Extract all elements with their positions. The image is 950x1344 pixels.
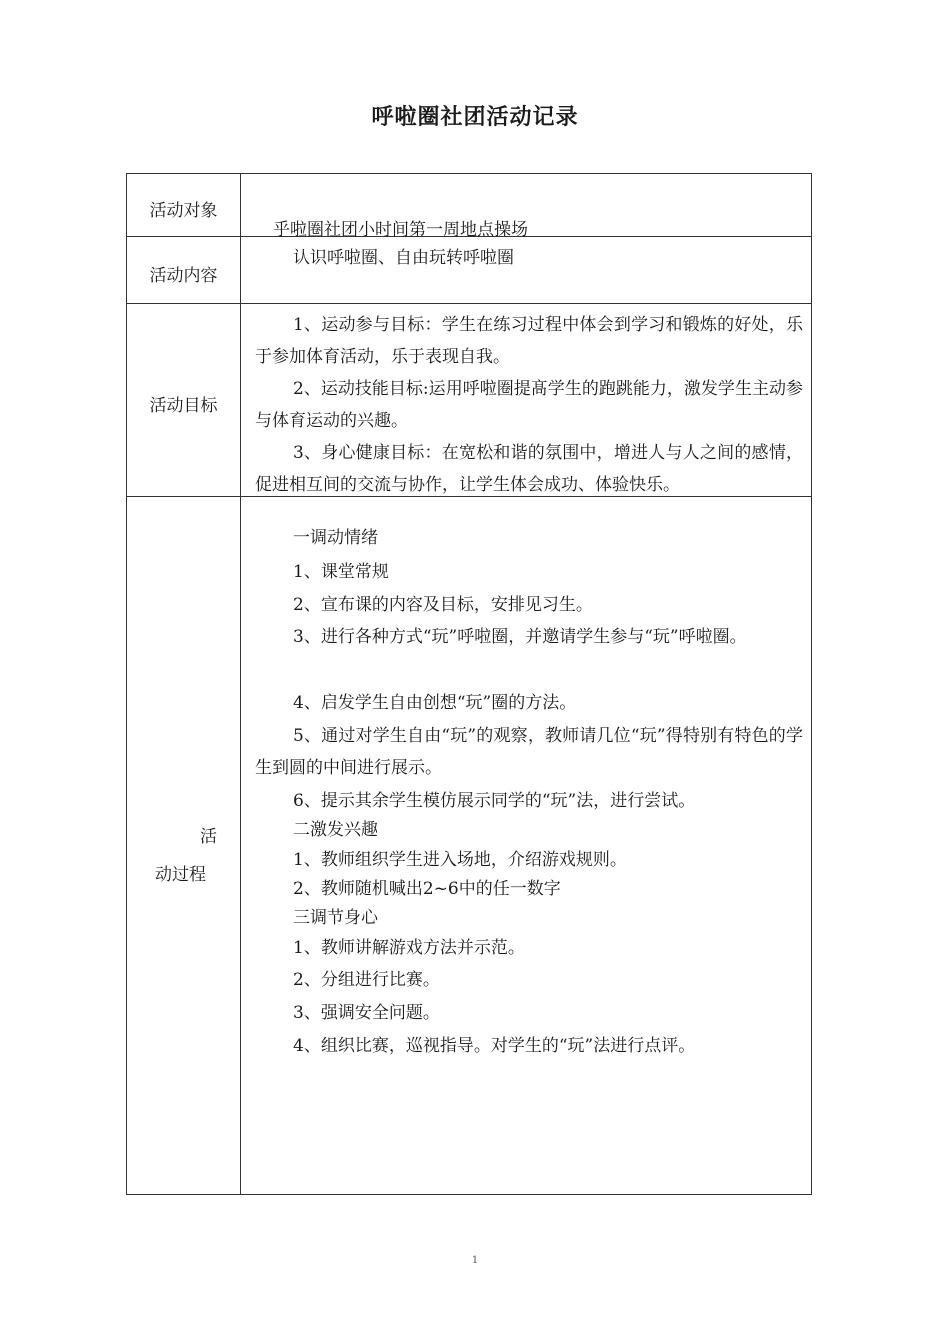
page-title: 呼啦圈社团活动记录: [371, 105, 579, 130]
process-line: 1、教师组织学生进入场地，介绍游戏规则。: [293, 850, 627, 870]
process-line: 3、进行各种方式“玩”呼啦圈，并邀请学生参与“玩”呼啦圈。: [293, 627, 747, 647]
goal-item-2: 2、运动技能目标:运用呼啦圈提髙学生的跑跳能力，激发学生主动参与体育运动的兴趣。: [255, 379, 803, 431]
process-line: 2、宣布课的内容及目标，安排见习生。: [293, 595, 593, 615]
row-divider: [127, 303, 811, 304]
label-process-part2: 动过程: [155, 865, 206, 885]
process-heading-2: 二激发兴趣: [293, 820, 378, 840]
process-line: 6、提示其余学生模仿展示同学的“玩”法，进行尝试。: [293, 791, 696, 811]
label-content: 活动内容: [149, 266, 218, 286]
process-line: 2、分组进行比赛。: [293, 970, 440, 990]
column-divider: [240, 174, 241, 1194]
activity-record-table: [126, 173, 812, 1195]
label-target: 活动对象: [149, 201, 218, 221]
process-line: 5、通过对学生自由“玩”的观察，教师请几位“玩”得特别有特色的学生到圆的中间进行展示。: [255, 726, 803, 778]
value-content: 认识呼啦圈、自由玩转呼啦圈: [293, 248, 514, 268]
process-heading-1: 一调动情绪: [293, 528, 378, 548]
page-number: 1: [471, 1255, 479, 1266]
goal-item-3: 3、身心健康目标：在宽松和谐的氛围中，增进人与人之间的感情，促进相互间的交流与协作，让学生体会成功、体验快乐。: [255, 443, 803, 495]
value-target: 乎啦圈社团小时间第一周地点操场: [273, 220, 528, 240]
label-process-part1: 活: [200, 827, 217, 847]
process-line: 1、教师讲解游戏方法并示范。: [293, 938, 525, 958]
process-line: 1、课堂常规: [293, 562, 389, 582]
process-heading-3: 三调节身心: [293, 908, 378, 928]
process-line: 3、强调安全问题。: [293, 1003, 440, 1023]
process-line: 4、启发学生自由创想“玩”圈的方法。: [293, 693, 577, 713]
process-line: 2、教师随机喊出2~6中的任一数字: [293, 879, 561, 899]
goal-item-1: 1、运动参与目标：学生在练习过程中体会到学习和锻炼的好处，乐于参加体育活动，乐于表现自我。: [255, 315, 803, 367]
process-line: 4、组织比赛，巡视指导。对学生的“玩”法进行点评。: [293, 1036, 696, 1056]
label-goals: 活动目标: [149, 396, 218, 416]
